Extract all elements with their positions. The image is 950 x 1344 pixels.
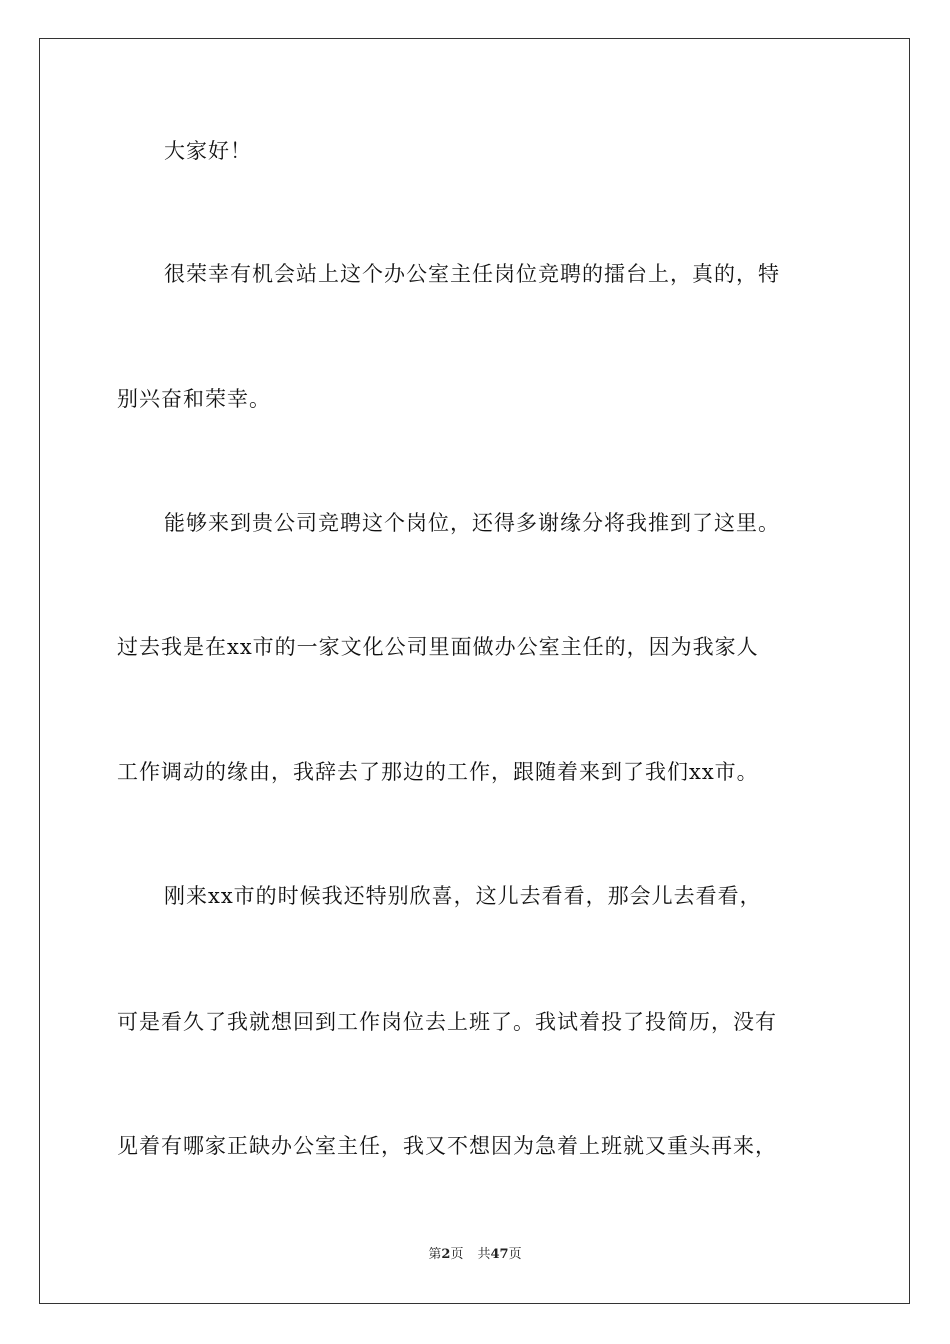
total-label-suffix: 页 [508,1247,522,1262]
page-footer [0,1246,950,1264]
page-border [39,38,910,1304]
paragraph-line: 可是看久了我就想回到工作岗位去上班了。我试着投了投简历，没有 [117,1010,777,1034]
paragraph-line-greeting: 大家好！ [164,139,252,163]
paragraph-line: 别兴奋和荣幸。 [117,387,271,411]
paragraph-line: 能够来到贵公司竞聘这个岗位，还得多谢缘分将我推到了这里。 [164,511,780,535]
paragraph-line: 过去我是在xx市的一家文化公司里面做办公室主任的，因为我家人 [117,635,759,659]
page-label-prefix: 第 [428,1247,442,1262]
paragraph-line: 刚来xx市的时候我还特别欣喜，这儿去看看，那会儿去看看， [164,884,762,908]
page-label-suffix: 页 [450,1247,464,1262]
paragraph-line: 工作调动的缘由，我辞去了那边的工作，跟随着来到了我们xx市。 [117,760,759,784]
total-label-prefix: 共 [477,1247,491,1262]
paragraph-line: 见着有哪家正缺办公室主任，我又不想因为急着上班就又重头再来， [117,1134,777,1158]
page-number: 2 [441,1247,451,1262]
total-pages: 47 [490,1247,509,1262]
paragraph-line: 很荣幸有机会站上这个办公室主任岗位竞聘的擂台上，真的，特 [164,262,780,286]
